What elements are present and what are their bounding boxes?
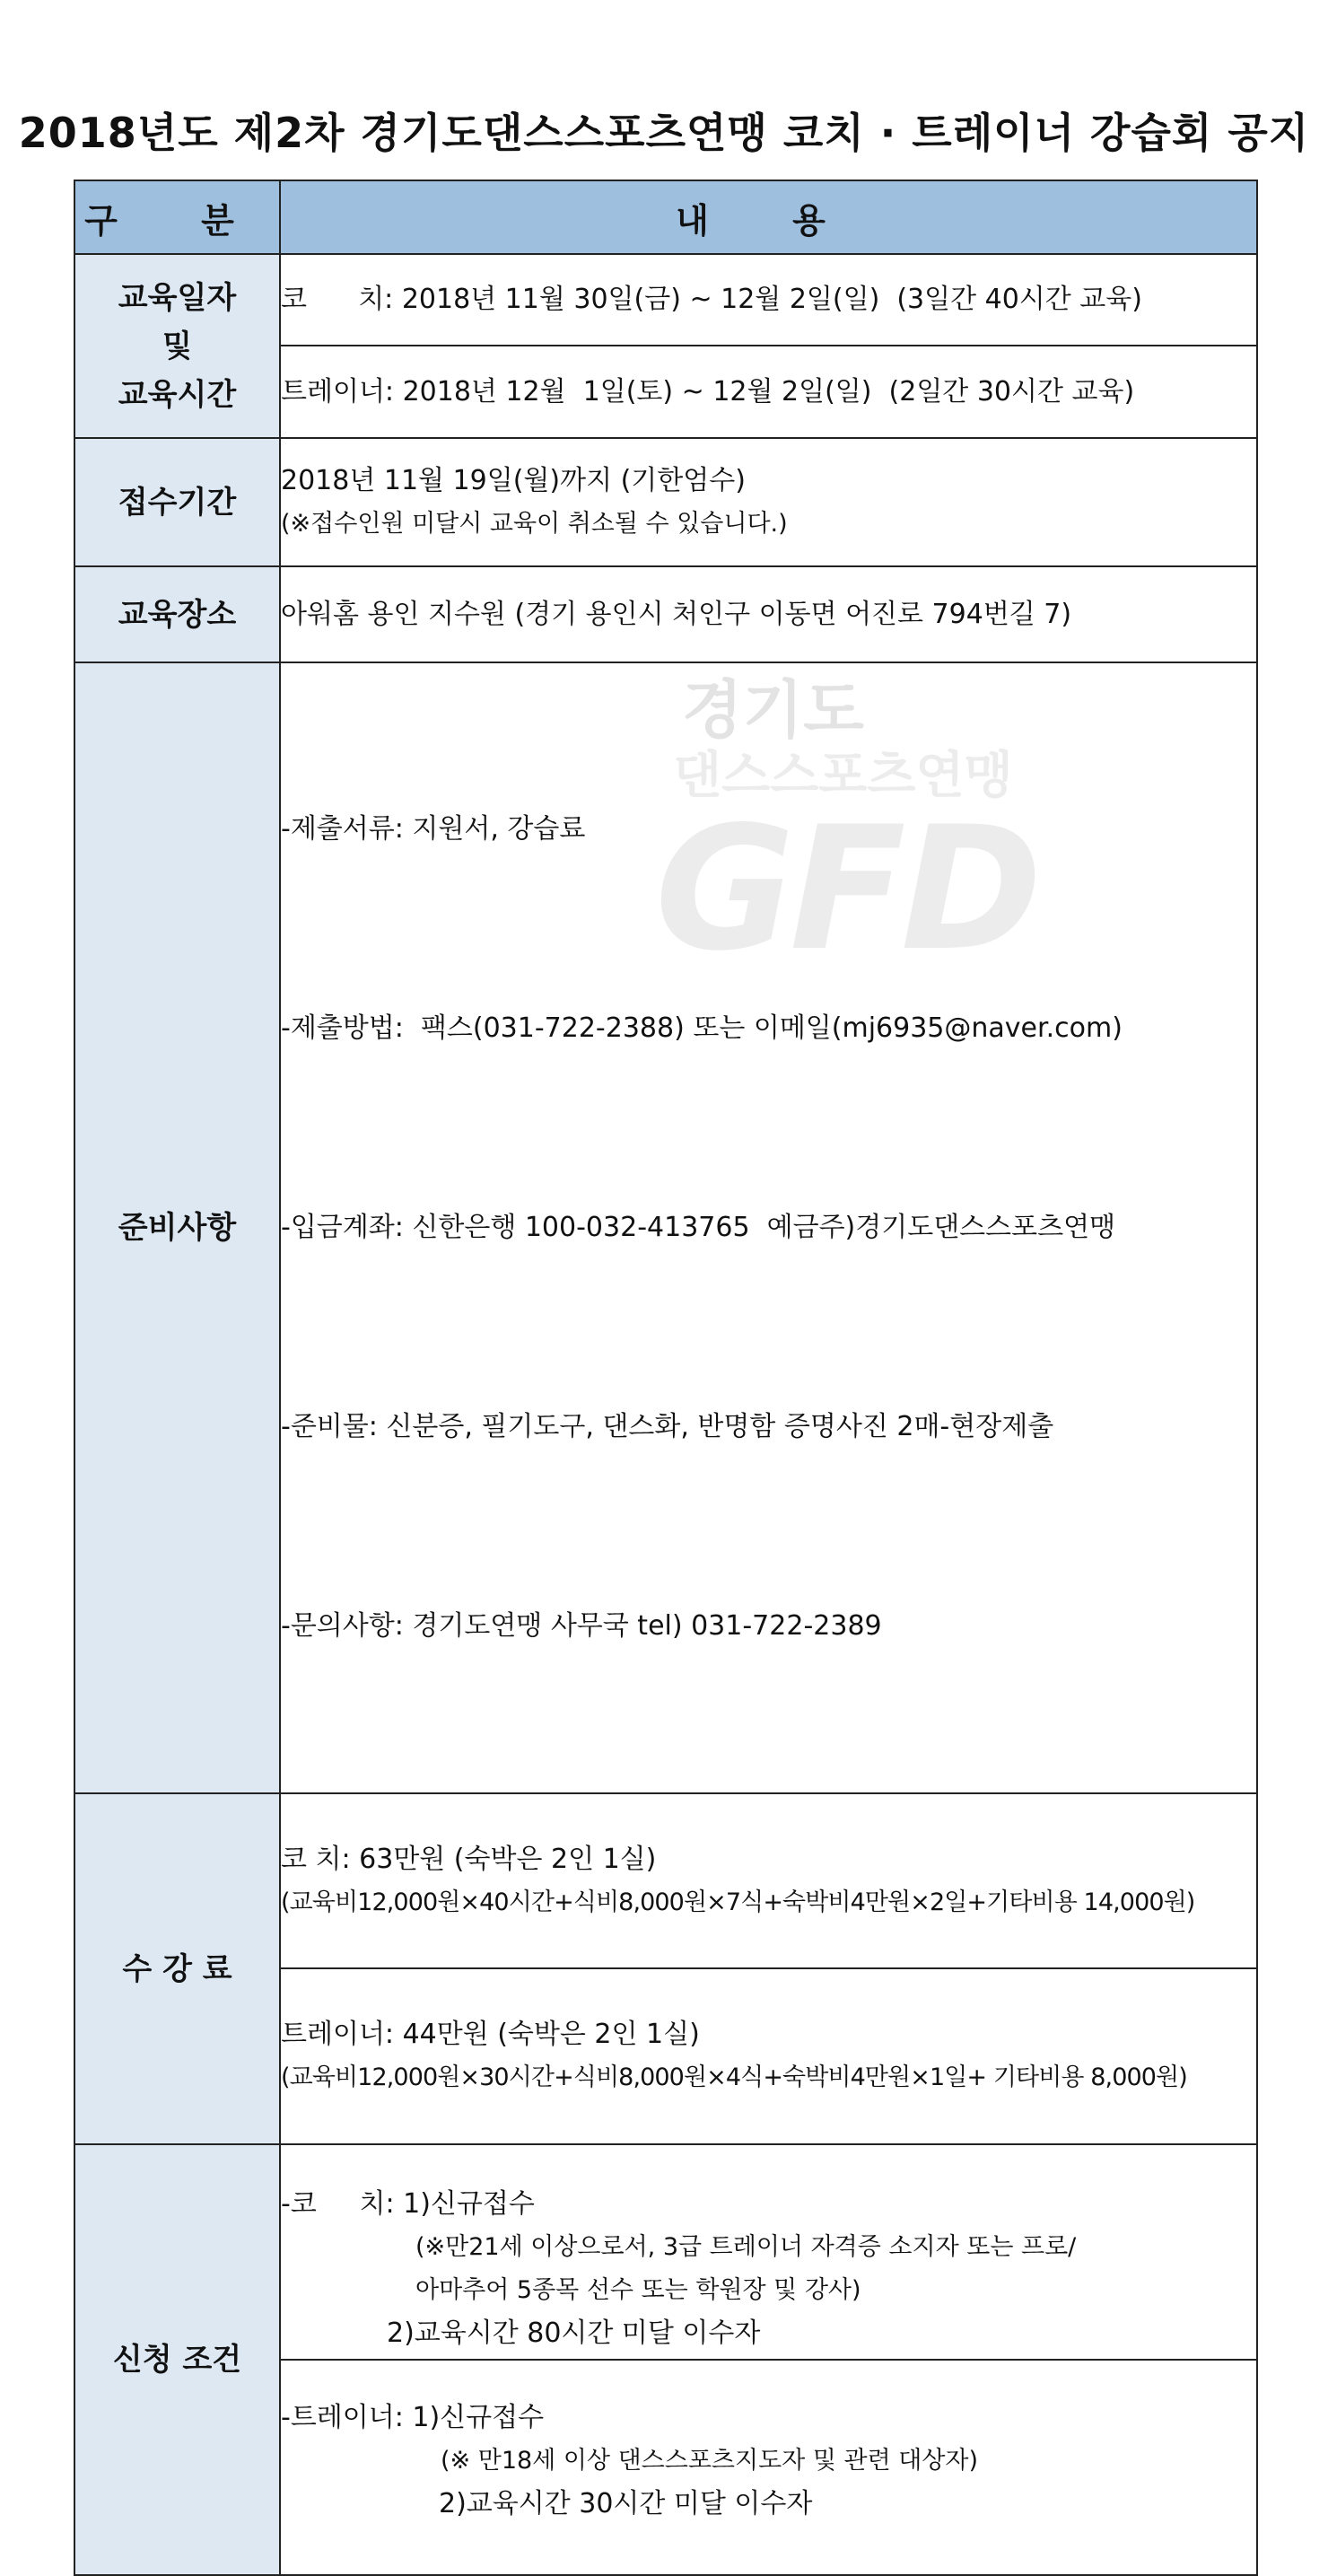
schedule-trainer-text: 트레이너: 2018년 12월 1일(토) ~ 12월 2일(일) (2일간 30시간 교육) <box>281 375 1135 407</box>
registration-note: (※접수인원 미달시 교육이 취소될 수 있습니다.) <box>281 509 788 538</box>
list-item: -입금계좌: 신한은행 100-032-413765 예금주)경기도댄스스포츠연맹 <box>281 1212 1116 1243</box>
header-category: 구 분 <box>74 180 280 254</box>
list-item: -제출서류: 지원서, 강습료 <box>281 813 586 845</box>
conditions-trainer-line-1: -트레이너: 1)신규접수 <box>281 2402 545 2433</box>
registration-deadline: 2018년 11월 19일(월)까지 (기한엄수) <box>281 464 746 496</box>
conditions-coach-line-1: -코 치: 1)신규접수 <box>281 2188 535 2220</box>
list-item: -문의사항: 경기도연맹 사무국 tel) 031-722-2389 <box>281 1610 882 1642</box>
watermark-text-2: 댄스스포츠연맹 <box>673 747 1013 805</box>
schedule-coach-text: 코 치: 2018년 11월 30일(금) ~ 12월 2일(일) (3일간 40시간 교육) <box>281 284 1142 315</box>
conditions-trainer <box>280 2360 1257 2575</box>
conditions-coach <box>280 2144 1257 2360</box>
fee-trainer-amount: 트레이너: 44만원 (숙박은 2인 1실) <box>281 2019 700 2050</box>
label-registration: 접수기간 <box>74 438 280 566</box>
fee-trainer <box>280 1968 1257 2144</box>
watermark-gfd-logo: GFD <box>655 790 1037 988</box>
fee-coach-amount: 코 치: 63만원 (숙박은 2인 1실) <box>281 1843 657 1875</box>
label-schedule <box>74 254 280 438</box>
fee-coach-breakdown: (교육비12,000원×40시간+식비8,000원×7식+숙박비4만원×2일+기타비용 14,000원) <box>281 1888 1195 1916</box>
conditions-coach-line-3: 아마추어 5종목 선수 또는 학원장 및 강사) <box>415 2276 861 2304</box>
label-fee: 수 강 료 <box>74 1793 280 2144</box>
fee-coach <box>280 1793 1257 1968</box>
conditions-coach-line-4: 2)교육시간 80시간 미달 이수자 <box>387 2318 761 2349</box>
schedule-coach <box>280 254 1257 346</box>
table-row-conditions-coach <box>74 2144 1257 2360</box>
label-conditions: 신청 조건 <box>74 2144 280 2575</box>
label-schedule-line-3: 교육시간 <box>118 376 237 413</box>
list-item: -제출방법: 팩스(031-722-2388) 또는 이메일(mj6935@naver.com) <box>281 1012 1123 1044</box>
table-row-venue <box>74 566 1257 662</box>
page-title: 2018년도 제2차 경기도댄스스포츠연맹 코치 · 트레이너 강습회 공지 <box>18 109 1310 157</box>
schedule-trainer <box>280 346 1257 438</box>
table-row-preparation <box>74 662 1257 1793</box>
venue-address: 아워홈 용인 지수원 (경기 용인시 처인구 이동면 어진로 794번길 7) <box>280 566 1257 662</box>
preparation-content <box>280 662 1257 1793</box>
header-content: 내 용 <box>280 180 1257 254</box>
conditions-trainer-line-3: 2)교육시간 30시간 미달 이수자 <box>439 2488 813 2519</box>
label-schedule-line-1: 교육일자 <box>118 279 237 316</box>
table-row-schedule-coach <box>74 254 1257 346</box>
list-item: -준비물: 신분증, 필기도구, 댄스화, 반명함 증명사진 2매-현장제출 <box>281 1411 1054 1442</box>
label-preparation: 준비사항 <box>74 662 280 1793</box>
table-row-registration <box>74 438 1257 566</box>
table-row-fee-coach <box>74 1793 1257 1968</box>
label-schedule-line-2: 및 <box>162 328 192 364</box>
fee-trainer-breakdown: (교육비12,000원×30시간+식비8,000원×4식+숙박비4만원×1일+ 기타비용 8,000원) <box>281 2063 1187 2091</box>
notice-table <box>74 180 1258 2576</box>
conditions-coach-line-2: (※만21세 이상으로서, 3급 트레이너 자격증 소지자 또는 프로/ <box>415 2233 1077 2261</box>
conditions-trainer-line-2: (※ 만18세 이상 댄스스포츠지도자 및 관련 대상자) <box>441 2447 979 2475</box>
watermark-text-1: 경기도 <box>682 673 864 747</box>
label-venue: 교육장소 <box>74 566 280 662</box>
registration-content <box>280 438 1257 566</box>
table-header-row <box>74 180 1257 254</box>
